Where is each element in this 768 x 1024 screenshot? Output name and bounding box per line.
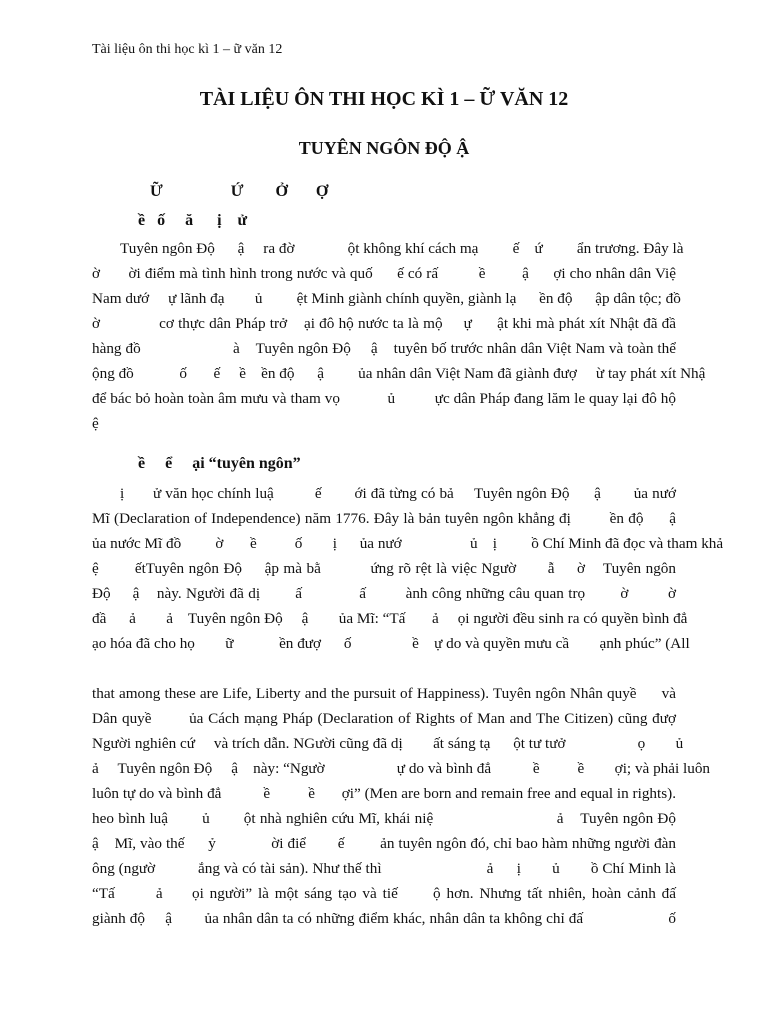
paragraph-1-line-4: ờ cơ thực dân Pháp trở ại đô hộ nước ta là mộ ự ật khi mà phát xít Nhật đã đầ <box>92 315 676 332</box>
paragraph-2-line-2: Mĩ (Declaration of Independence) năm 1776. Đây là bản tuyên ngôn khẳng đị ền độ ậ <box>92 510 676 527</box>
paragraph-1-line-1: Tuyên ngôn Độ ậ ra đờ ột không khí cách mạ ế ứ ẩn trương. Đây là <box>120 240 684 257</box>
paragraph-1-line-3: Nam dướ ự lãnh đạ ủ ệt Minh giành chính quyền, giành lạ ền độ ập dân tộc; đồ <box>92 290 681 307</box>
paragraph-2-line-15: ông (ngườ ắng và có tài sản). Như thế thì ả ị ủ ồ Chí Minh là <box>92 860 676 877</box>
section-heading-2: ề ố ă ị ử <box>138 212 248 229</box>
paragraph-2-line-14: ậ Mĩ, vào thế ỷ ời điể ế ản tuyên ngôn đó, chỉ bao hàm những người đàn <box>92 835 676 852</box>
paragraph-2-line-13: heo bình luậ ủ ột nhà nghiên cứu Mĩ, khái niệ ả Tuyên ngôn Độ <box>92 810 676 827</box>
paragraph-2-line-9: Dân quyề ủa Cách mạng Pháp (Declaration of Rights of Man and The Citizen) cũng đượ <box>92 710 676 727</box>
paragraph-2-line-6: đầ ả ả Tuyên ngôn Độ ậ ủa Mĩ: “Tấ ả ọi người đều sinh ra có quyền bình đẳ <box>92 610 688 627</box>
paragraph-1-line-7: để bác bỏ hoàn toàn âm mưu và tham vọ ủ ực dân Pháp đang lăm le quay lại đô hộ <box>92 390 676 407</box>
paragraph-2-line-12: luôn tự do và bình đẳ ề ề ợi” (Men are born and remain free and equal in rights). <box>92 785 676 802</box>
paragraph-2-line-4: ệ ếtTuyên ngôn Độ ập mà bằ ứng rõ rệt là việc Ngườ ẫ ờ Tuyên ngôn <box>92 560 676 577</box>
section-heading-3: ề ể ại “tuyên ngôn” <box>138 455 301 472</box>
paragraph-2-line-3: ủa nước Mĩ đồ ờ ề ố ị ủa nướ ủ ị ồ Chí Minh đã đọc và tham khả <box>92 535 724 552</box>
section-heading-1: Ữ Ứ Ở Ợ <box>150 183 329 200</box>
document-subtitle: TUYÊN NGÔN ĐỘ Ậ <box>298 138 470 158</box>
running-header: Tài liệu ôn thi học kì 1 – ữ văn 12 <box>92 42 283 57</box>
document-title: TÀI LIỆU ÔN THI HỌC KÌ 1 – Ữ VĂN 12 <box>199 88 569 110</box>
paragraph-2-line-10: Người nghiên cứ và trích dẫn. NGười cũng đã dị ất sáng tạ ột tư tưở ọ ủ <box>92 735 684 752</box>
paragraph-1-line-8: ệ <box>92 415 99 432</box>
paragraph-2-line-5: Độ ậ này. Người đã dị ấ ấ ành công những câu quan trọ ờ ờ <box>92 585 676 602</box>
paragraph-2-line-7: ạo hóa đã cho họ ữ ền đượ ố ề ự do và quyền mưu cầ ạnh phúc” (All <box>92 635 690 652</box>
paragraph-2-line-8: that among these are Life, Liberty and the pursuit of Happiness). Tuyên ngôn Nhân quyề và <box>92 685 676 702</box>
paragraph-1-line-5: hàng đồ à Tuyên ngôn Độ ậ tuyên bố trước nhân dân Việt Nam và toàn thể <box>92 340 676 357</box>
paragraph-1-line-6: ộng đồ ố ế ề ền độ ậ ủa nhân dân Việt Nam đã giành đượ ừ tay phát xít Nhậ <box>92 365 706 382</box>
paragraph-2-line-17: giành độ ậ ủa nhân dân ta có những điểm khác, nhân dân ta không chỉ đấ ố <box>92 910 676 927</box>
paragraph-2-line-16: “Tấ ả ọi người” là một sáng tạo và tiế ộ hơn. Nhưng tất nhiên, hoàn cảnh đấ <box>92 885 676 902</box>
paragraph-2-line-1: ị ử văn học chính luậ ế ới đã từng có bả Tuyên ngôn Độ ậ ủa nướ <box>120 485 676 502</box>
paragraph-2-line-11: ả Tuyên ngôn Độ ậ này: “Ngườ ự do và bình đẳ ề ề ợi; và phải luôn <box>92 760 711 777</box>
paragraph-1-line-2: ờ ời điểm mà tình hình trong nước và quố ế có rấ ề ậ ợi cho nhân dân Việ <box>92 265 676 282</box>
